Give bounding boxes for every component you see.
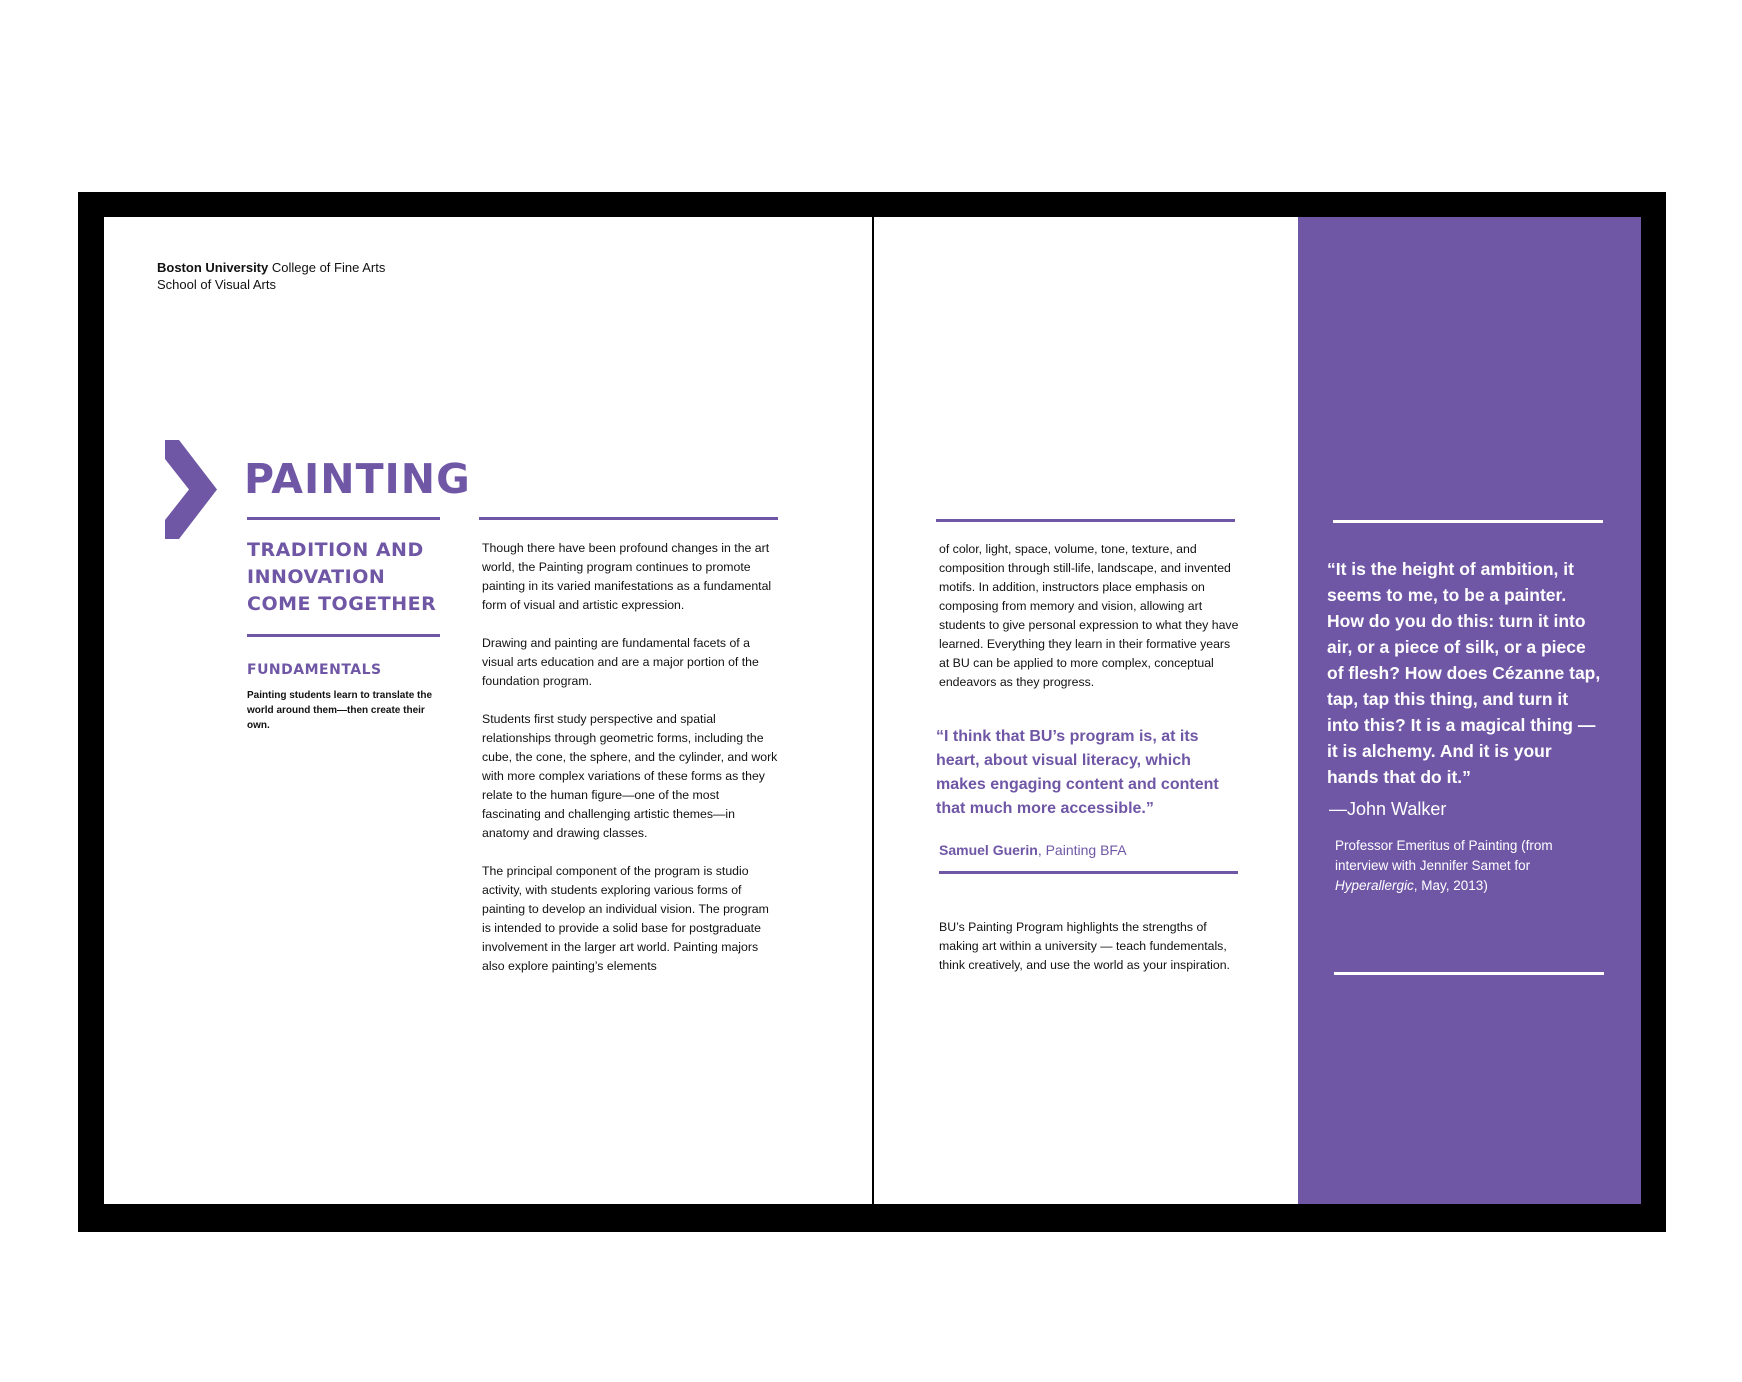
body-paragraph: The principal component of the program is studio activity, with students exploring various forms of painting to develop an individual vision. The program is intended to provide a solid base for postgraduate involvement in the larger art world. Painting majors also explore painting’s elements [482,864,769,973]
fundamentals-heading: FUNDAMENTALS [247,662,382,678]
body-paragraph: Drawing and painting are fundamental facets of a visual arts education and are a major portion of the foundation program. [482,636,759,688]
divider [247,517,440,520]
attribution-name: Samuel Guerin [939,842,1038,858]
body-column-2 [939,540,1239,711]
subtitle-line: TRADITION AND [247,539,424,561]
role-date: , May, 2013) [1413,878,1488,893]
divider [1334,972,1604,975]
body-paragraph: of color, light, space, volume, tone, texture, and composition through still-life, landscape, and invented motifs. In addition, instructors place emphasis on composing from memory and vision, allowing art students to give personal expression to what they have learned. Everything they learn in their formative years at BU can be applied to more complex, conceptual endeavors as they progress. [939,542,1239,689]
subtitle-line: INNOVATION [247,566,386,588]
divider [479,517,778,520]
fundamentals-caption [247,688,447,733]
body-paragraph: Students first study perspective and spatial relationships through geometric forms, including the cube, the cone, the sphere, and the cylinder, and work with more complex variations of these forms as they relate to the human figure—one of the most fascinating and challenging artistic themes—in anatomy and drawing classes. [482,712,778,840]
divider [247,634,440,637]
university-name: Boston University [157,260,269,275]
divider [936,519,1235,522]
subtitle-line: COME TOGETHER [247,593,437,615]
caption-line: Painting students learn to translate the [247,690,433,701]
body-paragraph: Though there have been profound changes in the art world, the Painting program continues to promote painting in its varied manifestations as a fundamental form of visual and artistic expression. [482,541,772,612]
quote-author: —John Walker [1329,799,1447,819]
school-name: School of Visual Arts [157,277,276,292]
publication-name: Hyperallergic [1335,878,1414,893]
college-name: College of Fine Arts [271,260,386,275]
page-title: PAINTING [244,455,471,503]
quote-author-role [1335,836,1595,896]
role-text: Professor Emeritus of Painting (from interview with Jennifer Samet for [1335,838,1553,873]
attribution-role: , Painting BFA [1037,842,1127,858]
subtitle [247,537,436,618]
sidebar-quote: “It is the height of ambition, it seems to me, to be a painter. How do you do this: turn it into air, or a piece of silk, or a piece of flesh? How does Cézanne tap, tap, tap this thing, and turn it into this? It is a magical thing — it is alchemy. And it is your hands that do it.” [1327,559,1601,787]
body-column-1 [482,539,778,995]
pull-quote: “I think that BU’s program is, at its heart, about visual literacy, which makes engaging content and content that much more accessible.” [936,728,1219,817]
closing-paragraph: BU’s Painting Program highlights the strengths of making art within a university — teach fundementals, think creatively, and use the world as your inspiration. [939,920,1230,972]
divider [1333,520,1603,523]
chevron-icon [165,440,217,539]
institution-header [157,259,385,293]
pull-quote-attribution [939,842,1127,858]
divider [939,871,1238,874]
caption-line: world around them—then create their own. [247,705,425,731]
